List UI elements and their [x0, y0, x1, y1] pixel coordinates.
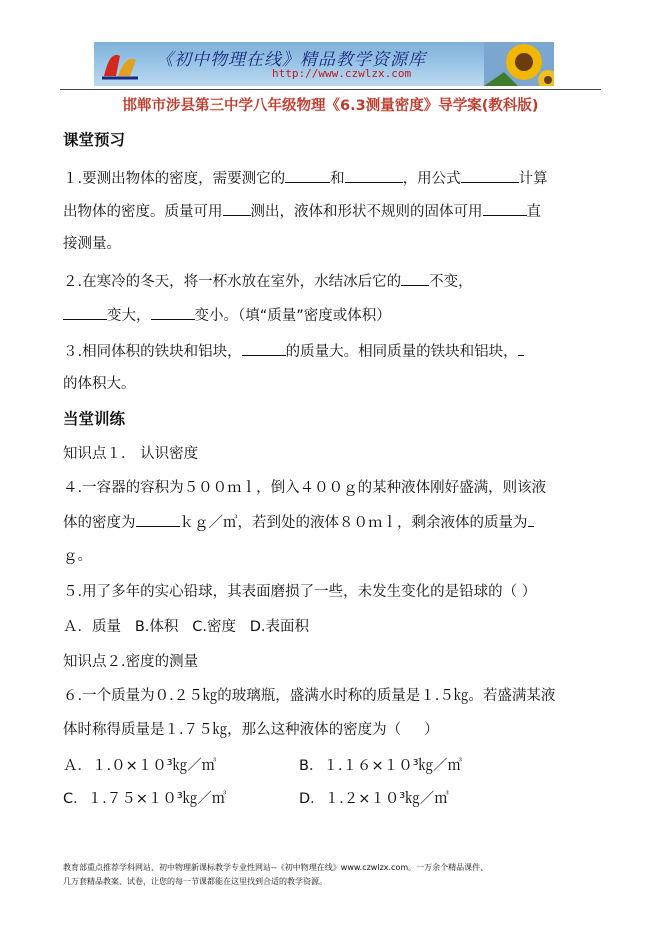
- banner-title: 《初中物理在线》精品教学资源库: [156, 50, 426, 70]
- blank[interactable]: [401, 271, 429, 286]
- question-4-line-3: ｇ。: [63, 548, 92, 564]
- question-6-line-1: ６.一个质量为０.２５㎏的玻璃瓶，盛满水时称的质量是１.５㎏。若盛满某液: [63, 688, 556, 704]
- question-2-line-1: ２.在寒冷的冬天，将一杯水放在室外，水结冰后它的 不变，: [63, 271, 473, 292]
- header-divider: [60, 89, 601, 90]
- question-6-option-a: Ａ．１.０×１０³㎏／㎥: [63, 758, 217, 774]
- section-heading-preview: 课堂预习: [63, 131, 126, 149]
- blank[interactable]: [285, 168, 330, 183]
- question-1-line-3: 接测量。: [63, 236, 121, 252]
- blank[interactable]: [483, 201, 527, 216]
- document-title: 邯郸市涉县第三中学八年级物理《6.3测量密度》导学案(教科版): [122, 98, 539, 114]
- question-1-line-2: 出物体的密度。质量可用 测出，液体和形状不规则的固体可用 直: [63, 201, 541, 222]
- header-banner: [94, 42, 554, 86]
- question-2-line-2: 变大， 变小。（填“质量”密度或体积）: [63, 305, 391, 326]
- blank[interactable]: [461, 168, 519, 183]
- site-logo-icon: [100, 46, 140, 82]
- blank[interactable]: [518, 341, 524, 356]
- question-4-line-1: ４.一容器的容积为５００ｍｌ，倒入４００ｇ的某种液体刚好盛满，则该液: [63, 480, 547, 496]
- banner-url[interactable]: http://www.czwlzx.com: [272, 67, 412, 80]
- question-1-line-1: １.要测出物体的密度，需要测它的 和 ，用公式 计算: [63, 168, 548, 189]
- blank[interactable]: [345, 168, 403, 183]
- question-3-line-1: ３.相同体积的铁块和铝块， 的质量大。相同质量的铁块和铝块，: [63, 341, 524, 362]
- blank[interactable]: [136, 512, 180, 527]
- question-4-line-2: 体的密度为 ｋｇ／㎥，若到处的液体８０ｍｌ，剩余液体的质量为: [63, 512, 534, 533]
- question-5-stem: ５.用了多年的实心铅球，其表面磨损了一些，未发生变化的是铅球的（ ）: [63, 584, 537, 600]
- question-5-options: Ａ．质量 B.体积 C.密度 D.表面积: [63, 619, 310, 635]
- blank[interactable]: [223, 201, 251, 216]
- question-6-line-2: 体时称得质量是１.７５㎏，那么这种液体的密度为（ ）: [63, 722, 439, 738]
- question-3-line-2: 的体积大。: [63, 376, 136, 392]
- footer-line-1: 教育部重点推荐学科网站、初中物理新课标教学专业性网站--《初中物理在线》www.czwlzx.com。一万余个精品课件、: [63, 863, 489, 872]
- knowledge-point-2: 知识点２.密度的测量: [63, 654, 199, 670]
- question-6-option-c: C．１.７５×１０³㎏／㎥: [63, 791, 227, 807]
- blank[interactable]: [63, 305, 107, 320]
- blank[interactable]: [528, 512, 534, 527]
- section-heading-training: 当堂训练: [63, 410, 126, 428]
- footer-line-2: 几万套精品教案、试卷，让您的每一节课都能在这里找到合适的教学资源。: [63, 877, 327, 886]
- sunflower-icon: [484, 42, 554, 86]
- knowledge-point-1: 知识点１． 认识密度: [63, 446, 199, 462]
- question-6-option-d: D．１.２×１０³㎏／㎥: [299, 791, 449, 807]
- blank[interactable]: [242, 341, 286, 356]
- blank[interactable]: [151, 305, 195, 320]
- question-6-option-b: B．１.１６×１０³㎏／㎥: [299, 758, 463, 774]
